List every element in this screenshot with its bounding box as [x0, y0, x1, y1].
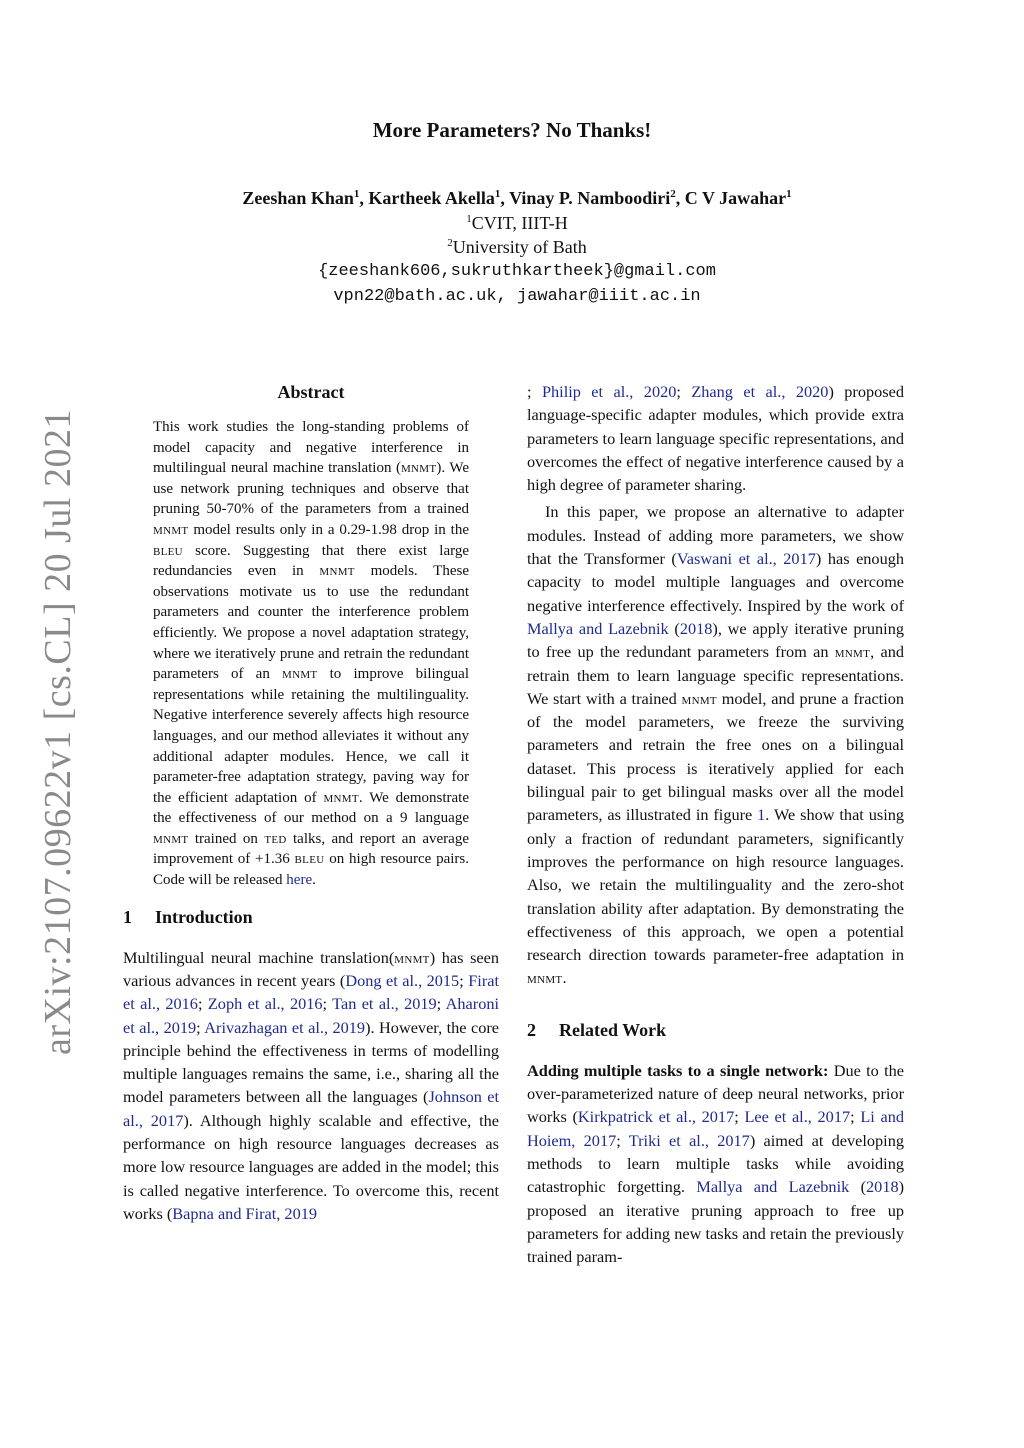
- citation-link[interactable]: Aharoni et al., 2019: [123, 994, 500, 1037]
- citation-link[interactable]: Kirkpatrick et al., 2017: [577, 1107, 735, 1127]
- citation-link[interactable]: Triki et al., 2017: [628, 1130, 750, 1150]
- arxiv-stamp: arXiv:2107.09622v1 [cs.CL] 20 Jul 2021: [37, 409, 79, 1055]
- citation-link[interactable]: Vaswani et al., 2017: [676, 549, 816, 569]
- citation-link[interactable]: Arivazhagan et al., 2019: [204, 1017, 366, 1037]
- citation-link[interactable]: Zoph et al., 2016: [207, 994, 323, 1014]
- intro-paragraph-2: In this paper, we propose an alternative to adapter modules. Instead of adding more parameters, we show that the Transformer (Vaswani et al., 2017) has enough capacity to model multiple languages and overcome negative interference effectively. Inspired by the work of Mallya and Lazebnik (2018), we apply iterative pruning to free up the redundant parameters from an mnmt, and retrain them to learn language specific representations. We start with a trained mnmt model, and prune a fraction of the model parameters, we freeze the surviving parameters and retrain the free ones on a bilingual dataset. This process is iteratively applied for each bilingual pair to get bilingual masks over all the model parameters, as illustrated in figure 1. We show that using only a fraction of redundant parameters, significantly improves the performance on high resource languages. Also, we retain the multilinguality and the zero-shot translation ability after adaptation. By demonstrating the effectiveness of this approach, we open a potential research direction towards parameter-free adaptation in mnmt.: [527, 502, 904, 988]
- affiliation: [0, 213, 1024, 234]
- citation-year-link[interactable]: 2018: [679, 618, 713, 638]
- citation-link[interactable]: Firat et al., 2016: [123, 970, 499, 1014]
- left-column: [123, 380, 499, 1225]
- section-heading-related-work: 2 Related Work: [527, 1019, 667, 1040]
- author-name: Zeeshan Khan: [242, 188, 354, 208]
- citation-link[interactable]: Dong et al., 2015: [345, 970, 460, 990]
- author-name: C V Jawahar: [684, 188, 787, 208]
- citation-year-link[interactable]: 2018: [866, 1177, 899, 1197]
- abstract-heading: Abstract: [277, 382, 345, 402]
- affiliation-number: 2: [447, 237, 453, 249]
- figure-reference-link[interactable]: 1: [757, 805, 766, 825]
- email-line: {zeeshank606,sukruthkartheek}@gmail.com: [318, 262, 716, 281]
- code-link[interactable]: here: [286, 872, 313, 889]
- citation-link[interactable]: Philip et al., 2020: [541, 382, 677, 401]
- affiliation-mark: 1: [353, 188, 360, 200]
- citation-link[interactable]: Tan et al., 2019: [332, 994, 437, 1014]
- section-heading-introduction: 1 Introduction: [123, 906, 253, 927]
- affiliation-number: 1: [466, 213, 472, 225]
- author-name: Vinay P. Namboodiri: [509, 188, 671, 208]
- citation-link[interactable]: Lee et al., 2017: [744, 1107, 851, 1127]
- citation-link[interactable]: Zhang et al., 2020: [691, 382, 829, 401]
- intro-paragraph-1: Multilingual neural machine translation(mnmt) has seen various advances in recent years (Dong et al., 2015; Firat et al., 2016; Zoph et al., 2016; Tan et al., 2019; Aharoni et al., 2019; Arivazhagan et al., 2019). However, the core principle behind the effectiveness in terms of modelling multiple languages remains the same, i.e., sharing all the model parameters between all the languages (Johnson et al., 2017). Although highly scalable and effective, the performance on high resource languages decreases as more low resource languages are added in the model; this is called negative interference. To overcome this, recent works (Bapna and Firat, 2019: [123, 947, 500, 1223]
- citation-link[interactable]: Li and Hoiem, 2017: [527, 1107, 904, 1150]
- citation-link[interactable]: Mallya and Lazebnik: [527, 618, 669, 638]
- affiliation-name: University of Bath: [452, 237, 587, 257]
- author-list: Zeeshan Khan$^1$, Kartheek Akella$^1$, Vinay P. Namboodiri$^2$, C V Jawahar$^1$: [242, 188, 792, 208]
- citation-link[interactable]: Mallya and Lazebnik: [696, 1177, 850, 1197]
- related-paragraph-1: Adding multiple tasks to a single network: Due to the over-parameterized nature of deep neural networks, prior works (Kirkpatrick et al., 2017; Lee et al., 2017; Li and Hoiem, 2017; Triki et al., 2017) aimed at developing methods to learn multiple tasks while avoiding catastrophic forgetting. Mallya and Lazebnik (2018) proposed an iterative pruning approach to free up parameters for adding new tasks and retain the previously trained param-: [527, 1060, 905, 1267]
- paper-title: More Parameters? No Thanks!: [372, 118, 652, 142]
- affiliation-mark: 1: [494, 188, 501, 200]
- author-name: Kartheek Akella: [368, 188, 495, 208]
- intro-paragraph-1-continued: ; Philip et al., 2020; Zhang et al., 2020) proposed language-specific adapter modules, which provide extra parameters to learn language specific representations, and overcomes the effect of negative interference caused by a high degree of parameter sharing.: [527, 382, 904, 495]
- affiliation-name: CVIT, IIIT-H: [471, 213, 568, 233]
- citation-link[interactable]: Johnson et al., 2017: [123, 1087, 499, 1130]
- citation-link[interactable]: Bapna and Firat, 2019: [172, 1203, 317, 1223]
- affiliation: [0, 237, 1024, 258]
- abstract-body: This work studies the long-standing problems of model capacity and negative interference in multilingual neural machine translation (mnmt). We use network pruning techniques and observe that pruning 50-70% of the parameters from a trained mnmt model results only in a 0.29-1.98 drop in the bleu score. Suggesting that there exist large redundancies even in mnmt models. These observations motivate us to use the redundant parameters and counter the interference problem efficiently. We propose a novel adaptation strategy, where we iteratively prune and retrain the redundant parameters of an mnmt to improve bilingual representations while retaining the multilinguality. Negative interference severely affects high resource languages, and our method alleviates it without any additional adapter modules. Hence, we call it parameter-free adaptation strategy, paving way for the efficient adaptation of mnmt. We demonstrate the effectiveness of our method on a 9 language mnmt trained on ted talks, and report an average improvement of +1.36 bleu on high resource pairs. Code will be released here.: [153, 419, 470, 889]
- affiliation-mark: 2: [670, 188, 676, 200]
- paragraph-lead: Adding multiple tasks to a single network:: [527, 1060, 829, 1080]
- right-column: [527, 380, 904, 1268]
- email-line: vpn22@bath.ac.uk, jawahar@iiit.ac.in: [333, 287, 701, 306]
- affiliation-mark: 1: [786, 188, 792, 200]
